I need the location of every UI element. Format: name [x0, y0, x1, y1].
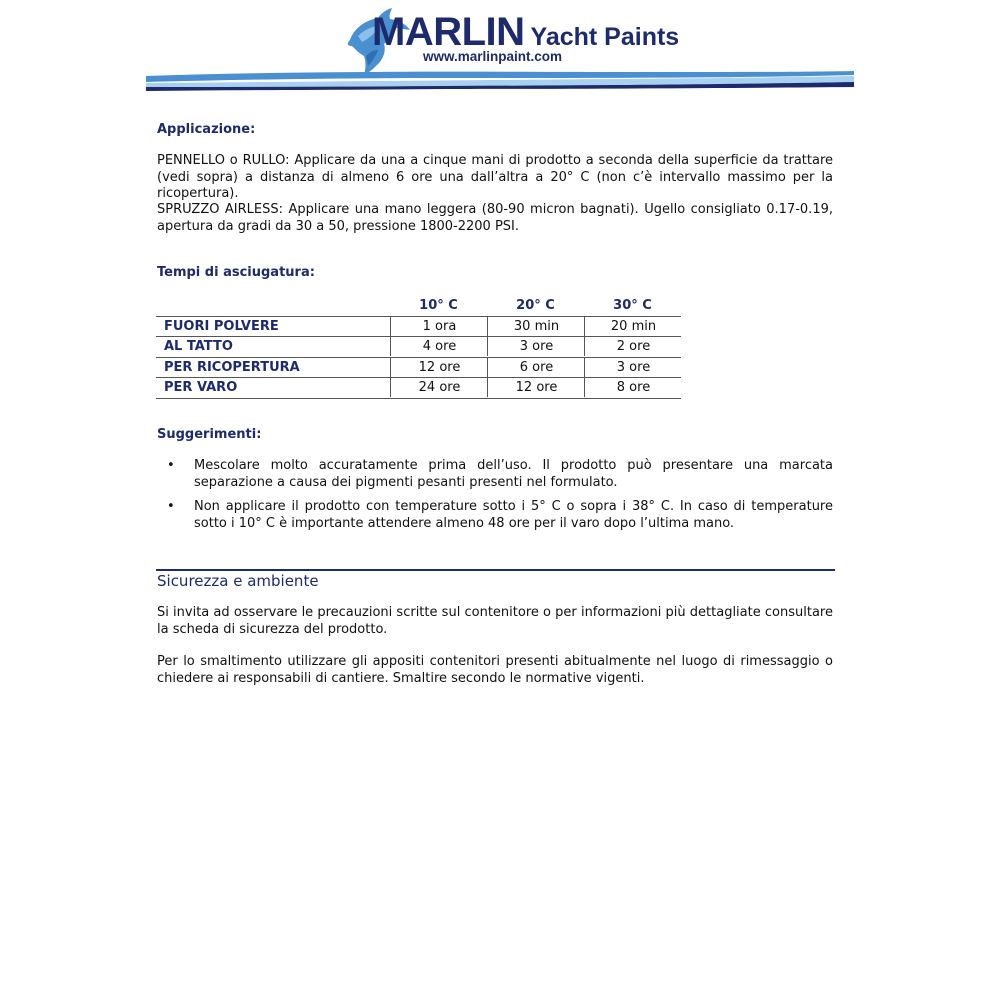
table-cell: 3 ore [487, 337, 585, 356]
table-cell: 3 ore [584, 358, 682, 377]
bullet-icon: • [167, 458, 175, 473]
brand-tagline: Yacht Paints [530, 23, 680, 51]
column-header: 20° C [516, 298, 555, 313]
bullet-icon: • [167, 499, 175, 514]
row-label: AL TATTO [164, 339, 233, 354]
drying-times-heading: Tempi di asciugatura: [157, 265, 315, 280]
disposal-paragraph: Per lo smaltimento utilizzare gli appositi contenitori presenti abitualmente nel luogo di rimessaggio o chiedere ai responsabili di cantiere. Smaltire secondo le normative vigenti. [157, 654, 833, 686]
brush-roller-paragraph: PENNELLO o RULLO: Applicare da una a cinque mani di prodotto a seconda della superficie da trattare (vedi sopra) a distanza di almeno 6 ore una dall’altra a 20° C (non c’è intervallo massimo per la ricopertura). [157, 153, 833, 201]
table-row [156, 358, 681, 379]
header-wave-decoration [146, 66, 854, 94]
row-label: PER RICOPERTURA [164, 359, 300, 375]
tips-list [157, 458, 833, 540]
column-header: 30° C [613, 298, 652, 313]
airless-paragraph: SPRUZZO AIRLESS: Applicare una mano leggera (80-90 micron bagnati). Ugello consigliato 0.17-0.19, apertura da gradi da 30 a 50, pressione 1800-2200 PSI. [157, 202, 833, 234]
table-cell: 8 ore [584, 378, 682, 397]
table-cell: 2 ore [584, 337, 682, 356]
table-cell: 1 ora [390, 317, 488, 336]
table-cell: 4 ore [390, 337, 488, 356]
brand-logo [372, 12, 679, 52]
column-header: 10° C [419, 298, 458, 313]
application-heading: Applicazione: [157, 122, 256, 137]
table-cell: 20 min [584, 317, 682, 336]
row-label: FUORI POLVERE [164, 318, 279, 334]
section-divider [156, 569, 835, 571]
table-row [156, 337, 681, 358]
table-cell: 6 ore [487, 358, 585, 377]
row-label: PER VARO [164, 380, 238, 395]
tips-heading: Suggerimenti: [157, 427, 262, 442]
website-link[interactable]: www.marlinpaint.com [423, 49, 563, 64]
table-row [156, 378, 681, 399]
safety-heading: Sicurezza e ambiente [157, 572, 319, 590]
list-item [157, 458, 833, 491]
list-item [157, 499, 833, 532]
brand-name: MARLIN [372, 10, 525, 54]
tip-text: Mescolare molto accuratamente prima dell’uso. Il prodotto può presentare una marcata separazione a causa dei pigmenti pesanti presenti nel formulato. [194, 458, 833, 490]
safety-paragraph: Si invita ad osservare le precauzioni scritte sul contenitore o per informazioni più dettagliate consultare la scheda di sicurezza del prodotto. [157, 605, 833, 637]
table-row [156, 316, 681, 338]
table-cell: 30 min [487, 317, 585, 336]
drying-times-table [156, 296, 681, 399]
tip-text: Non applicare il prodotto con temperature sotto i 5° C o sopra i 38° C. In caso di temperature sotto i 10° C è importante attendere almeno 48 ore per il varo dopo l’ultima mano. [194, 499, 833, 531]
table-cell: 12 ore [390, 358, 488, 377]
table-cell: 12 ore [487, 378, 585, 397]
table-cell: 24 ore [390, 378, 488, 397]
table-header-row [156, 296, 681, 316]
